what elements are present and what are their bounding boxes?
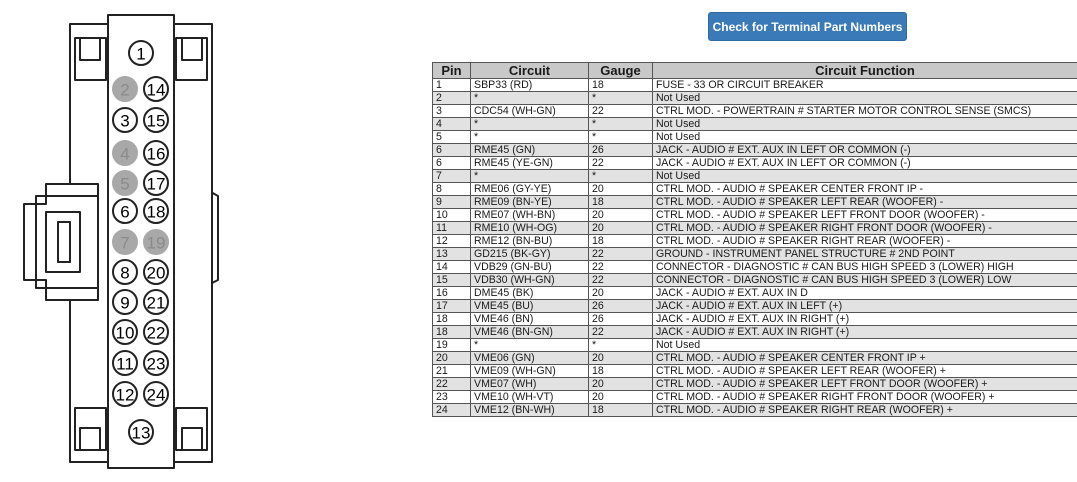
- pin-label: 21: [146, 293, 166, 313]
- table-row: [433, 287, 1077, 300]
- pin-label: 22: [146, 323, 166, 343]
- cell-circuit: RME10 (WH-OG): [471, 222, 589, 235]
- cell-circuit: GD215 (BK-GY): [471, 248, 589, 261]
- cell-circuit-function: CTRL MOD. - AUDIO # SPEAKER RIGHT FRONT DOOR (WOOFER) +: [653, 391, 1077, 404]
- cell-circuit: *: [471, 170, 589, 183]
- pin-14: [144, 77, 168, 101]
- table-row: [433, 131, 1077, 144]
- cell-circuit-function: CTRL MOD. - AUDIO # SPEAKER CENTER FRONT IP -: [653, 183, 1077, 196]
- cell-gauge: 20: [589, 391, 653, 404]
- cell-gauge: *: [589, 339, 653, 352]
- pin-24: [144, 382, 168, 406]
- cell-circuit-function: CTRL MOD. - AUDIO # SPEAKER RIGHT FRONT DOOR (WOOFER) -: [653, 222, 1077, 235]
- pin-label: 4: [120, 144, 130, 164]
- cell-circuit: RME45 (YE-GN): [471, 157, 589, 170]
- cell-pin: 11: [433, 222, 471, 235]
- cell-gauge: 20: [589, 183, 653, 196]
- pin-label: 11: [116, 354, 134, 374]
- cell-pin: 6: [433, 144, 471, 157]
- cell-circuit-function: GROUND - INSTRUMENT PANEL STRUCTURE # 2ND POINT: [653, 248, 1077, 261]
- pin-label: 15: [146, 111, 166, 131]
- cell-circuit: VME09 (WH-GN): [471, 365, 589, 378]
- cell-circuit: RME12 (BN-BU): [471, 235, 589, 248]
- cell-pin: 12: [433, 235, 471, 248]
- cell-circuit: VME07 (WH): [471, 378, 589, 391]
- cell-pin: 13: [433, 248, 471, 261]
- connector-right-wall: [174, 24, 212, 462]
- cell-pin: 1: [433, 79, 471, 92]
- cell-circuit: CDC54 (WH-GN): [471, 105, 589, 118]
- pin-label: 13: [131, 423, 151, 443]
- table-row: [433, 144, 1077, 157]
- cell-pin: 15: [433, 274, 471, 287]
- pin-5: [113, 171, 137, 195]
- pin-21: [144, 290, 168, 314]
- cell-circuit-function: CTRL MOD. - AUDIO # SPEAKER RIGHT REAR (WOOFER) +: [653, 404, 1077, 417]
- table-row: [433, 404, 1077, 417]
- table-row: [433, 222, 1077, 235]
- pin-3: [113, 108, 137, 132]
- cell-pin: 2: [433, 92, 471, 105]
- cell-circuit-function: CTRL MOD. - AUDIO # SPEAKER CENTER FRONT IP +: [653, 352, 1077, 365]
- pin-label: 1: [136, 44, 146, 64]
- pin-label: 8: [120, 263, 130, 283]
- cell-pin: 21: [433, 365, 471, 378]
- cell-pin: 5: [433, 131, 471, 144]
- cell-pin: 18: [433, 326, 471, 339]
- cell-circuit: VDB30 (WH-GN): [471, 274, 589, 287]
- cell-circuit-function: FUSE - 33 OR CIRCUIT BREAKER: [653, 79, 1077, 92]
- pin-label: 10: [115, 323, 135, 343]
- cell-circuit-function: CONNECTOR - DIAGNOSTIC # CAN BUS HIGH SPEED 3 (LOWER) HIGH: [653, 261, 1077, 274]
- pin-16: [144, 141, 168, 165]
- cell-circuit-function: JACK - AUDIO # EXT. AUX IN LEFT OR COMMON (-): [653, 144, 1077, 157]
- pin-label: 5: [120, 174, 130, 194]
- pin-2: [113, 77, 137, 101]
- header-circuit: Circuit: [471, 63, 589, 79]
- cell-circuit: DME45 (BK): [471, 287, 589, 300]
- cell-gauge: 22: [589, 261, 653, 274]
- cell-pin: 24: [433, 404, 471, 417]
- cell-circuit-function: CTRL MOD. - AUDIO # SPEAKER LEFT REAR (WOOFER) -: [653, 196, 1077, 209]
- cell-circuit-function: Not Used: [653, 170, 1077, 183]
- cell-gauge: *: [589, 170, 653, 183]
- cell-gauge: *: [589, 118, 653, 131]
- table-row: [433, 118, 1077, 131]
- pin-15: [144, 108, 168, 132]
- pin-4: [113, 141, 137, 165]
- cell-pin: 7: [433, 170, 471, 183]
- cell-pin: 4: [433, 118, 471, 131]
- table-row: [433, 339, 1077, 352]
- cell-pin: 6: [433, 157, 471, 170]
- cell-circuit: VME46 (BN): [471, 313, 589, 326]
- cell-circuit: RME07 (WH-BN): [471, 209, 589, 222]
- cell-circuit-function: Not Used: [653, 118, 1077, 131]
- cell-gauge: 18: [589, 404, 653, 417]
- pin-13: [129, 420, 153, 444]
- cell-circuit-function: CTRL MOD. - POWERTRAIN # STARTER MOTOR CONTROL SENSE (SMCS): [653, 105, 1077, 118]
- pinout-table: [432, 62, 1077, 417]
- pin-label: 9: [120, 293, 130, 313]
- cell-pin: 9: [433, 196, 471, 209]
- table-header-row: [433, 63, 1077, 79]
- cell-circuit-function: JACK - AUDIO # EXT. AUX IN D: [653, 287, 1077, 300]
- cell-gauge: 22: [589, 157, 653, 170]
- cell-circuit: *: [471, 131, 589, 144]
- cell-gauge: *: [589, 92, 653, 105]
- pin-7: [113, 230, 137, 254]
- cell-gauge: 22: [589, 326, 653, 339]
- pin-label: 24: [146, 385, 166, 405]
- pin-23: [144, 351, 168, 375]
- cell-circuit: RME45 (GN): [471, 144, 589, 157]
- cell-circuit-function: CTRL MOD. - AUDIO # SPEAKER LEFT FRONT DOOR (WOOFER) -: [653, 209, 1077, 222]
- cell-gauge: 20: [589, 209, 653, 222]
- cell-gauge: *: [589, 131, 653, 144]
- cell-gauge: 20: [589, 378, 653, 391]
- cell-circuit-function: JACK - AUDIO # EXT. AUX IN LEFT OR COMMON (-): [653, 157, 1077, 170]
- table-row: [433, 157, 1077, 170]
- table-row: [433, 235, 1077, 248]
- cell-circuit-function: JACK - AUDIO # EXT. AUX IN RIGHT (+): [653, 326, 1077, 339]
- cell-circuit: *: [471, 118, 589, 131]
- check-terminal-part-numbers-button[interactable]: Check for Terminal Part Numbers: [708, 12, 907, 41]
- pin-1: [129, 41, 153, 65]
- table-row: [433, 391, 1077, 404]
- cell-pin: 17: [433, 300, 471, 313]
- table-row: [433, 352, 1077, 365]
- cell-pin: 20: [433, 352, 471, 365]
- cell-pin: 8: [433, 183, 471, 196]
- header-circuit-function: Circuit Function: [653, 63, 1077, 79]
- pin-label: 7: [120, 233, 130, 253]
- cell-gauge: 18: [589, 365, 653, 378]
- header-gauge: Gauge: [589, 63, 653, 79]
- pin-20: [144, 260, 168, 284]
- pin-label: 16: [146, 144, 166, 164]
- cell-circuit: VME45 (BU): [471, 300, 589, 313]
- cell-pin: 10: [433, 209, 471, 222]
- cell-circuit-function: CTRL MOD. - AUDIO # SPEAKER RIGHT REAR (WOOFER) -: [653, 235, 1077, 248]
- table-row: [433, 300, 1077, 313]
- cell-gauge: 18: [589, 79, 653, 92]
- cell-gauge: 20: [589, 222, 653, 235]
- table-row: [433, 313, 1077, 326]
- cell-circuit-function: JACK - AUDIO # EXT. AUX IN RIGHT (+): [653, 313, 1077, 326]
- table-row: [433, 261, 1077, 274]
- cell-circuit: VME46 (BN-GN): [471, 326, 589, 339]
- table-row: [433, 170, 1077, 183]
- cell-circuit: VME12 (BN-WH): [471, 404, 589, 417]
- pin-label: 17: [146, 174, 166, 194]
- cell-gauge: 22: [589, 105, 653, 118]
- pin-9: [113, 290, 137, 314]
- cell-circuit-function: JACK - AUDIO # EXT. AUX IN LEFT (+): [653, 300, 1077, 313]
- pin-19: [144, 230, 168, 254]
- pin-label: 3: [120, 111, 130, 131]
- cell-gauge: 26: [589, 300, 653, 313]
- table-row: [433, 274, 1077, 287]
- cell-circuit: RME06 (GY-YE): [471, 183, 589, 196]
- cell-gauge: 18: [589, 235, 653, 248]
- cell-pin: 19: [433, 339, 471, 352]
- cell-circuit: VME10 (WH-VT): [471, 391, 589, 404]
- cell-circuit-function: CTRL MOD. - AUDIO # SPEAKER LEFT REAR (WOOFER) +: [653, 365, 1077, 378]
- table-row: [433, 209, 1077, 222]
- table-row: [433, 326, 1077, 339]
- table-row: [433, 105, 1077, 118]
- pin-label: 2: [120, 80, 130, 100]
- cell-pin: 23: [433, 391, 471, 404]
- cell-circuit: SBP33 (RD): [471, 79, 589, 92]
- connector-diagram: [0, 0, 230, 482]
- pin-label: 12: [115, 385, 135, 405]
- cell-gauge: 22: [589, 248, 653, 261]
- table-row: [433, 79, 1077, 92]
- cell-circuit-function: CTRL MOD. - AUDIO # SPEAKER LEFT FRONT DOOR (WOOFER) +: [653, 378, 1077, 391]
- cell-pin: 22: [433, 378, 471, 391]
- table-row: [433, 92, 1077, 105]
- pin-label: 19: [146, 233, 166, 253]
- cell-gauge: 20: [589, 352, 653, 365]
- table-row: [433, 378, 1077, 391]
- table-row: [433, 183, 1077, 196]
- cell-circuit: RME09 (BN-YE): [471, 196, 589, 209]
- cell-circuit: *: [471, 339, 589, 352]
- cell-circuit-function: Not Used: [653, 131, 1077, 144]
- pin-label: 20: [146, 263, 166, 283]
- pin-17: [144, 171, 168, 195]
- cell-circuit: *: [471, 92, 589, 105]
- pin-12: [113, 382, 137, 406]
- cell-gauge: 26: [589, 144, 653, 157]
- cell-gauge: 22: [589, 274, 653, 287]
- pin-label: 23: [146, 354, 166, 374]
- cell-circuit: VME06 (GN): [471, 352, 589, 365]
- cell-gauge: 26: [589, 313, 653, 326]
- cell-circuit: VDB29 (GN-BU): [471, 261, 589, 274]
- table-row: [433, 365, 1077, 378]
- cell-pin: 18: [433, 313, 471, 326]
- cell-circuit-function: CONNECTOR - DIAGNOSTIC # CAN BUS HIGH SPEED 3 (LOWER) LOW: [653, 274, 1077, 287]
- cell-circuit-function: Not Used: [653, 92, 1077, 105]
- cell-gauge: 18: [589, 196, 653, 209]
- cell-circuit-function: Not Used: [653, 339, 1077, 352]
- cell-pin: 16: [433, 287, 471, 300]
- table-row: [433, 196, 1077, 209]
- header-pin: Pin: [433, 63, 471, 79]
- pin-6: [113, 199, 137, 223]
- cell-pin: 3: [433, 105, 471, 118]
- table-row: [433, 248, 1077, 261]
- pin-18: [144, 199, 168, 223]
- pin-22: [144, 320, 168, 344]
- pin-11: [113, 351, 137, 375]
- pin-10: [113, 320, 137, 344]
- cell-pin: 14: [433, 261, 471, 274]
- cell-gauge: 20: [589, 287, 653, 300]
- pin-label: 6: [120, 202, 130, 222]
- pin-8: [113, 260, 137, 284]
- pin-label: 14: [146, 80, 166, 100]
- pin-label: 18: [146, 202, 166, 222]
